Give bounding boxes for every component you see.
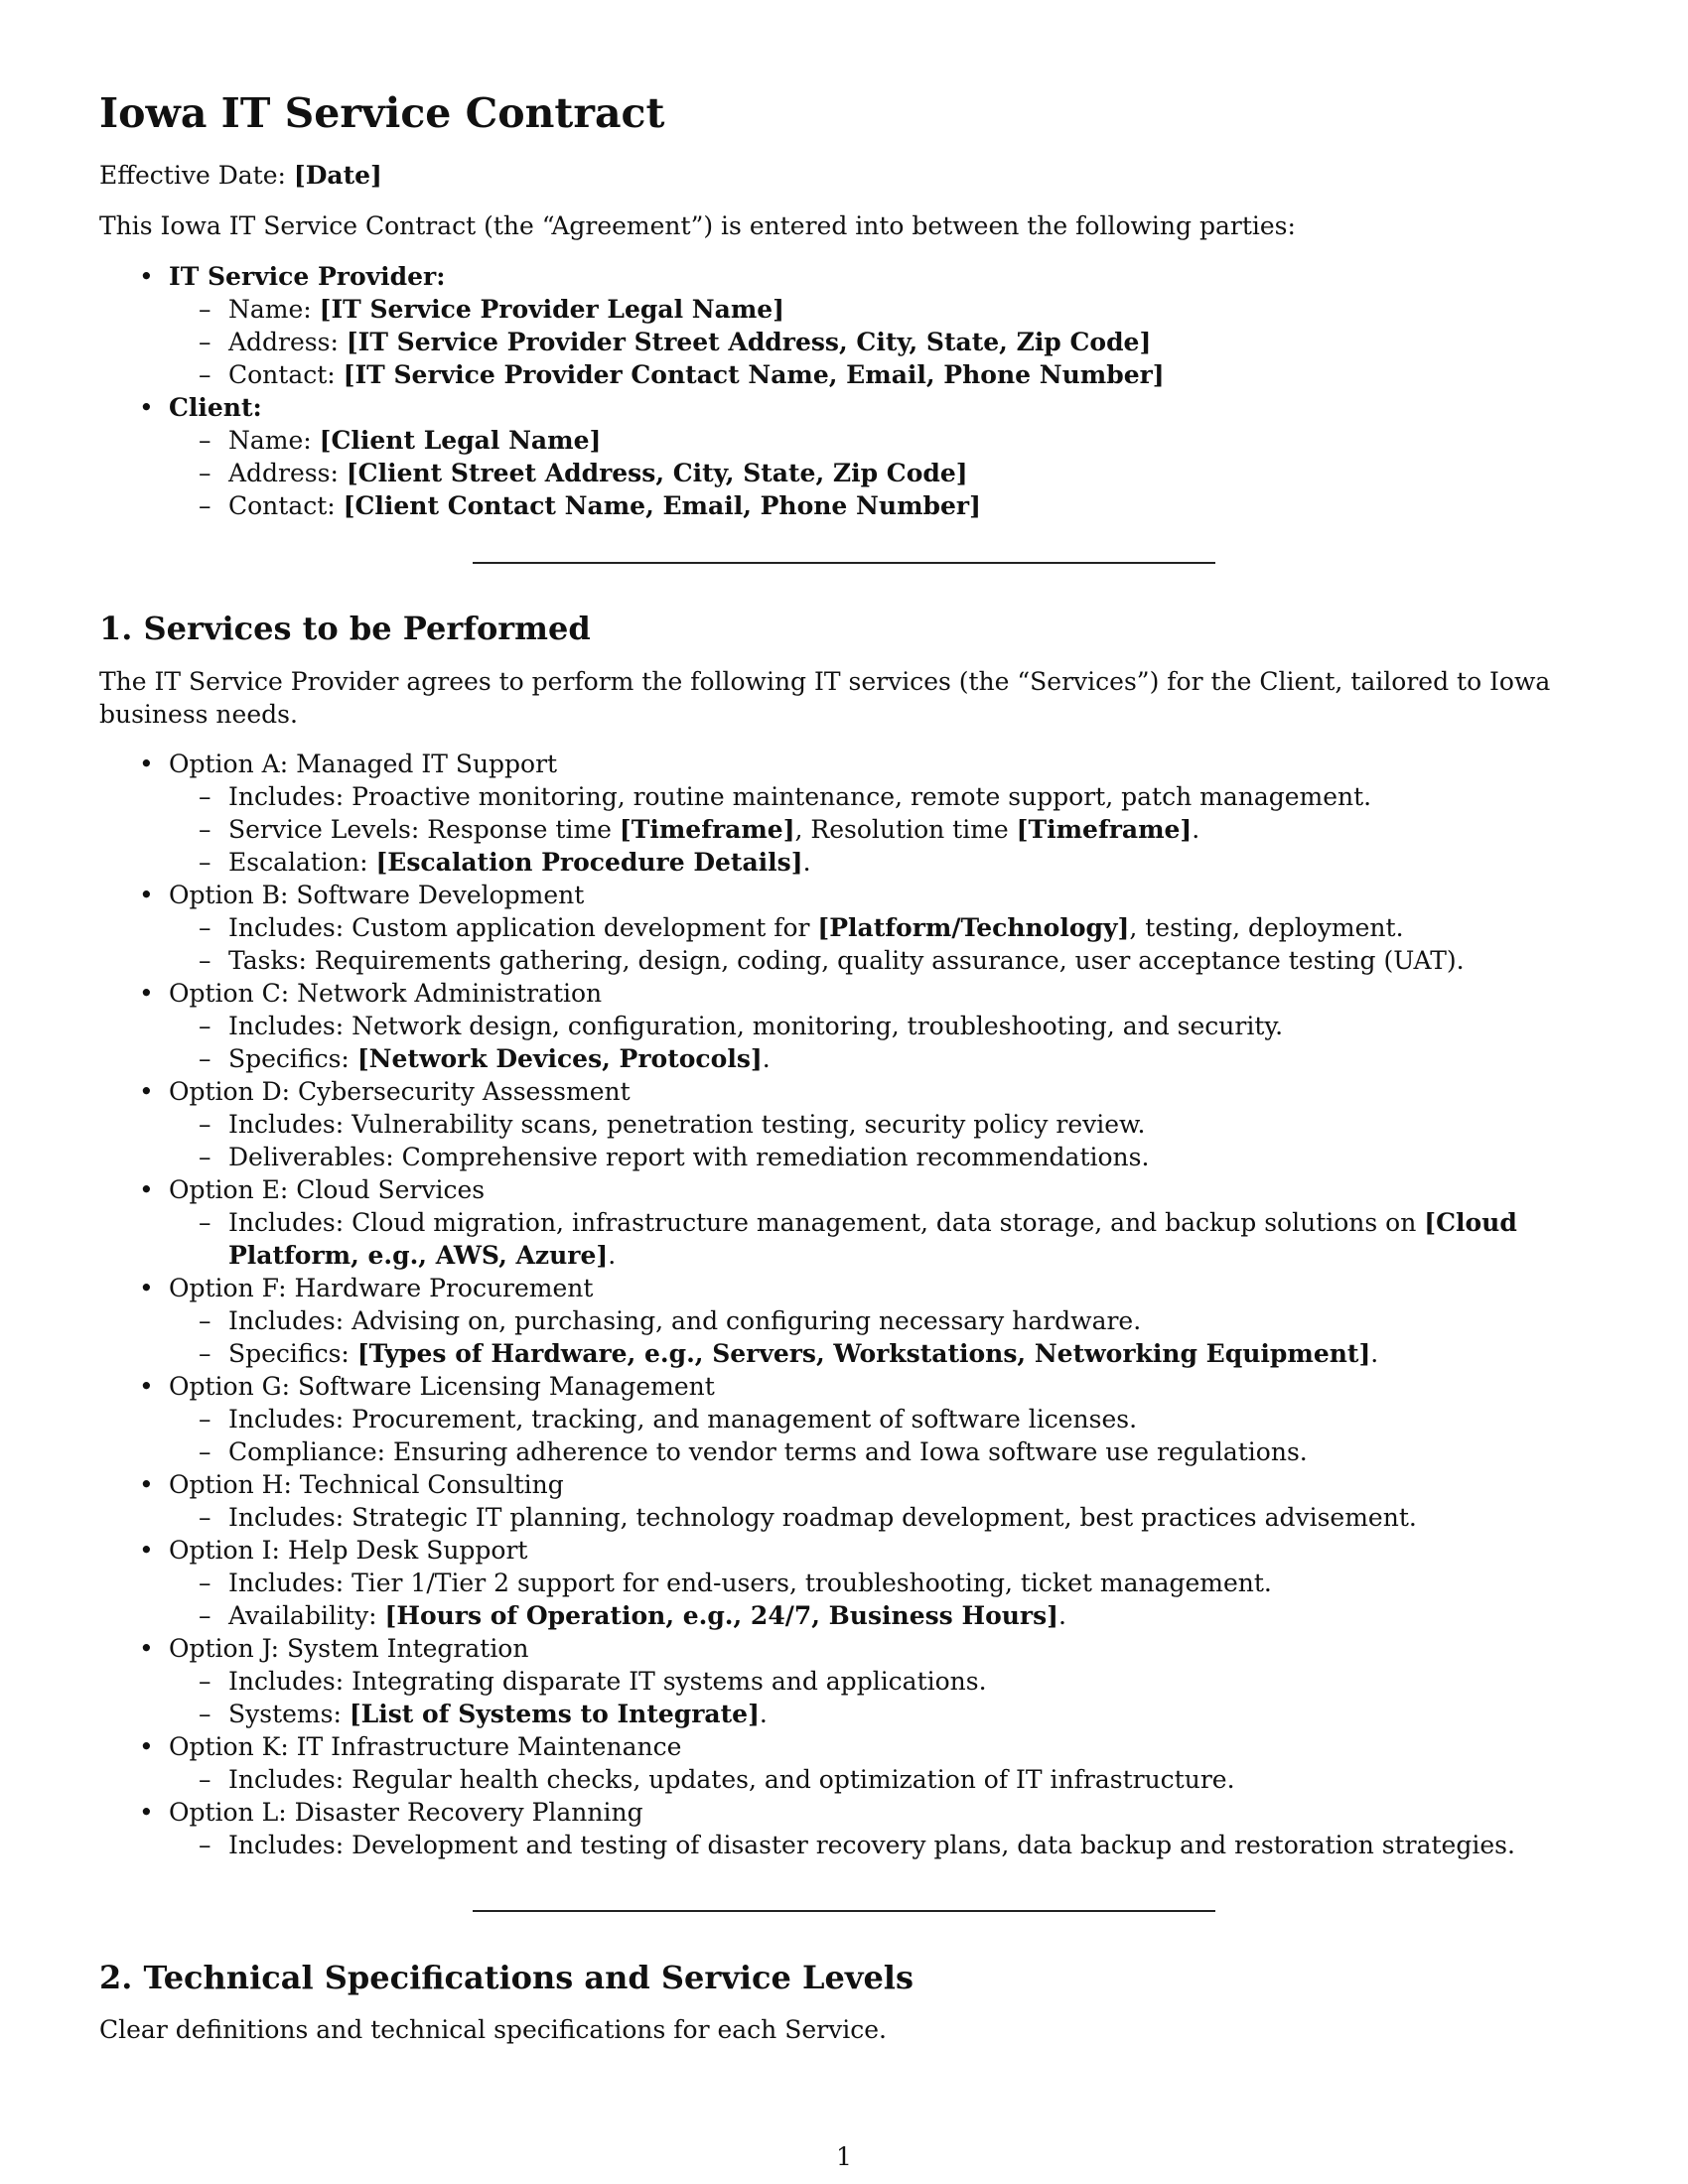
placeholder-value: [Network Devices, Protocols] (356, 1044, 763, 1073)
placeholder-value: [Timeframe] (1016, 815, 1193, 844)
field-label: Address: (228, 328, 347, 356)
section-2-heading: 2. Technical Specifications and Service Levels (99, 1959, 914, 1996)
field-value: [IT Service Provider Legal Name] (319, 295, 785, 324)
horizontal-rule (473, 562, 1215, 564)
detail-text: Availability: (228, 1601, 385, 1630)
service-option-label: Option G: Software Licensing Management (169, 1372, 715, 1401)
detail-text: Includes: Proactive monitoring, routine maintenance, remote support, patch management. (228, 782, 1372, 811)
service-option-details (169, 1403, 1589, 1468)
party-field (169, 326, 1589, 358)
service-option-details (169, 1304, 1589, 1370)
service-option-details (169, 1567, 1589, 1632)
placeholder-value: [Escalation Procedure Details] (375, 848, 803, 877)
detail-text: . (802, 848, 811, 877)
parties-section (99, 260, 1589, 522)
section-1-intro: The IT Service Provider agrees to perform the following IT services (the “Services”) for the Client, tailored to Iowa business needs. (99, 667, 1551, 729)
field-label: Contact: (228, 360, 344, 389)
field-value: [Client Legal Name] (319, 426, 602, 455)
placeholder-value: [List of Systems to Integrate] (349, 1700, 760, 1728)
parties-list (99, 260, 1589, 522)
detail-text: Includes: Regular health checks, updates, and optimization of IT infrastructure. (228, 1765, 1235, 1794)
service-detail-item (169, 1435, 1589, 1468)
service-option-details (169, 911, 1589, 977)
service-option (99, 1173, 1589, 1272)
service-option-details (169, 1829, 1589, 1861)
service-option-label: Option I: Help Desk Support (169, 1536, 528, 1565)
service-detail-item (169, 1403, 1589, 1435)
service-detail-item (169, 1698, 1589, 1730)
horizontal-rule (473, 1910, 1215, 1912)
service-detail-item (169, 1337, 1589, 1370)
field-value: [IT Service Provider Contact Name, Email, Phone Number] (343, 360, 1165, 389)
service-option-label: Option K: IT Infrastructure Maintenance (169, 1732, 682, 1761)
service-detail-item (169, 1304, 1589, 1337)
service-detail-item (169, 1665, 1589, 1698)
service-detail-item (169, 1501, 1589, 1534)
service-option-label: Option H: Technical Consulting (169, 1470, 564, 1499)
detail-text: Includes: Tier 1/Tier 2 support for end-users, troubleshooting, ticket management. (228, 1569, 1272, 1597)
service-option (99, 977, 1589, 1075)
service-detail-item (169, 1567, 1589, 1599)
party-item (99, 260, 1589, 391)
service-detail-item (169, 944, 1589, 977)
party-field (169, 293, 1589, 326)
service-option-label: Option C: Network Administration (169, 979, 603, 1008)
effective-date-value: [Date] (293, 161, 382, 190)
field-label: Name: (228, 295, 320, 324)
service-detail-item (169, 1141, 1589, 1173)
placeholder-value: [Hours of Operation, e.g., 24/7, Business Hours] (384, 1601, 1059, 1630)
service-detail-item (169, 780, 1589, 813)
detail-text: Service Levels: Response time (228, 815, 620, 844)
service-option (99, 1075, 1589, 1173)
service-option (99, 1370, 1589, 1468)
detail-text: Includes: Development and testing of disaster recovery plans, data backup and restoration strategies. (228, 1831, 1515, 1859)
detail-text: Includes: Cloud migration, infrastructure management, data storage, and backup solutions on (228, 1208, 1425, 1237)
service-option (99, 1534, 1589, 1632)
detail-text: . (759, 1700, 768, 1728)
service-option-label: Option E: Cloud Services (169, 1175, 486, 1204)
detail-text: . (1192, 815, 1200, 844)
detail-text: Specifics: (228, 1339, 357, 1368)
field-label: Address: (228, 459, 347, 487)
party-fields (169, 424, 1589, 522)
service-detail-item (169, 1108, 1589, 1141)
party-heading: Client: (169, 393, 262, 422)
document-title: Iowa IT Service Contract (99, 89, 665, 137)
detail-text: Deliverables: Comprehensive report with remediation recommendations. (228, 1143, 1150, 1171)
detail-text: Includes: Integrating disparate IT systems and applications. (228, 1667, 987, 1696)
placeholder-value: [Timeframe] (619, 815, 795, 844)
detail-text: . (608, 1241, 617, 1270)
service-option-details (169, 1501, 1589, 1534)
service-option-details (169, 1108, 1589, 1173)
service-detail-item (169, 1010, 1589, 1042)
service-detail-item (169, 813, 1589, 846)
detail-text: Includes: Custom application development for (228, 913, 818, 942)
service-option (99, 1272, 1589, 1370)
party-field (169, 489, 1589, 522)
service-option-details (169, 780, 1589, 879)
services-option-list (99, 748, 1589, 1861)
service-option-label: Option B: Software Development (169, 881, 585, 909)
service-option-label: Option D: Cybersecurity Assessment (169, 1077, 631, 1106)
page-number: 1 (836, 2142, 852, 2171)
effective-date-label: Effective Date: (99, 161, 294, 190)
service-detail-item (169, 846, 1589, 879)
party-field (169, 424, 1589, 457)
service-detail-item (169, 1599, 1589, 1632)
service-option (99, 748, 1589, 879)
party-heading: IT Service Provider: (169, 262, 446, 291)
detail-text: Escalation: (228, 848, 376, 877)
party-field (169, 358, 1589, 391)
service-detail-item (169, 911, 1589, 944)
service-option-label: Option J: System Integration (169, 1634, 529, 1663)
detail-text: . (1058, 1601, 1066, 1630)
service-detail-item (169, 1829, 1589, 1861)
party-item (99, 391, 1589, 522)
detail-text: , testing, deployment. (1129, 913, 1404, 942)
services-options (99, 748, 1589, 1861)
detail-text: Specifics: (228, 1044, 357, 1073)
field-label: Contact: (228, 491, 344, 520)
service-option-label: Option L: Disaster Recovery Planning (169, 1798, 643, 1827)
service-option-details (169, 1010, 1589, 1075)
section-1-heading: 1. Services to be Performed (99, 610, 591, 647)
detail-text: . (762, 1044, 771, 1073)
placeholder-value: [Platform/Technology] (817, 913, 1130, 942)
field-value: [Client Street Address, City, State, Zip Code] (346, 459, 968, 487)
service-option (99, 1468, 1589, 1534)
placeholder-value: [Types of Hardware, e.g., Servers, Workstations, Networking Equipment] (356, 1339, 1371, 1368)
service-option-label: Option A: Managed IT Support (169, 750, 558, 778)
placeholder-value: [Cloud Platform, e.g., AWS, Azure] (228, 1208, 1517, 1270)
field-label: Name: (228, 426, 320, 455)
detail-text: Tasks: Requirements gathering, design, coding, quality assurance, user acceptance testing (UAT). (228, 946, 1465, 975)
detail-text: . (1370, 1339, 1379, 1368)
detail-text: , Resolution time (794, 815, 1017, 844)
detail-text: Includes: Network design, configuration, monitoring, troubleshooting, and security. (228, 1012, 1284, 1040)
detail-text: Compliance: Ensuring adherence to vendor terms and Iowa software use regulations. (228, 1437, 1308, 1466)
detail-text: Systems: (228, 1700, 350, 1728)
party-field (169, 457, 1589, 489)
detail-text: Includes: Strategic IT planning, technology roadmap development, best practices advisement. (228, 1503, 1417, 1532)
service-option-details (169, 1206, 1589, 1272)
service-option (99, 879, 1589, 977)
service-detail-item (169, 1042, 1589, 1075)
section-2-intro: Clear definitions and technical specifications for each Service. (99, 2015, 887, 2044)
service-option (99, 1796, 1589, 1861)
service-option (99, 1730, 1589, 1796)
service-option-label: Option F: Hardware Procurement (169, 1274, 594, 1302)
service-option-details (169, 1665, 1589, 1730)
service-detail-item (169, 1763, 1589, 1796)
detail-text: Includes: Advising on, purchasing, and configuring necessary hardware. (228, 1306, 1142, 1335)
field-value: [Client Contact Name, Email, Phone Number] (343, 491, 981, 520)
service-option-details (169, 1763, 1589, 1796)
detail-text: Includes: Vulnerability scans, penetration testing, security policy review. (228, 1110, 1146, 1139)
service-option (99, 1632, 1589, 1730)
detail-text: Includes: Procurement, tracking, and management of software licenses. (228, 1405, 1138, 1433)
party-fields (169, 293, 1589, 391)
service-detail-item (169, 1206, 1589, 1272)
effective-date-line (99, 159, 1589, 192)
field-value: [IT Service Provider Street Address, City, State, Zip Code] (346, 328, 1152, 356)
intro-paragraph: This Iowa IT Service Contract (the “Agreement”) is entered into between the following parties: (99, 211, 1296, 240)
